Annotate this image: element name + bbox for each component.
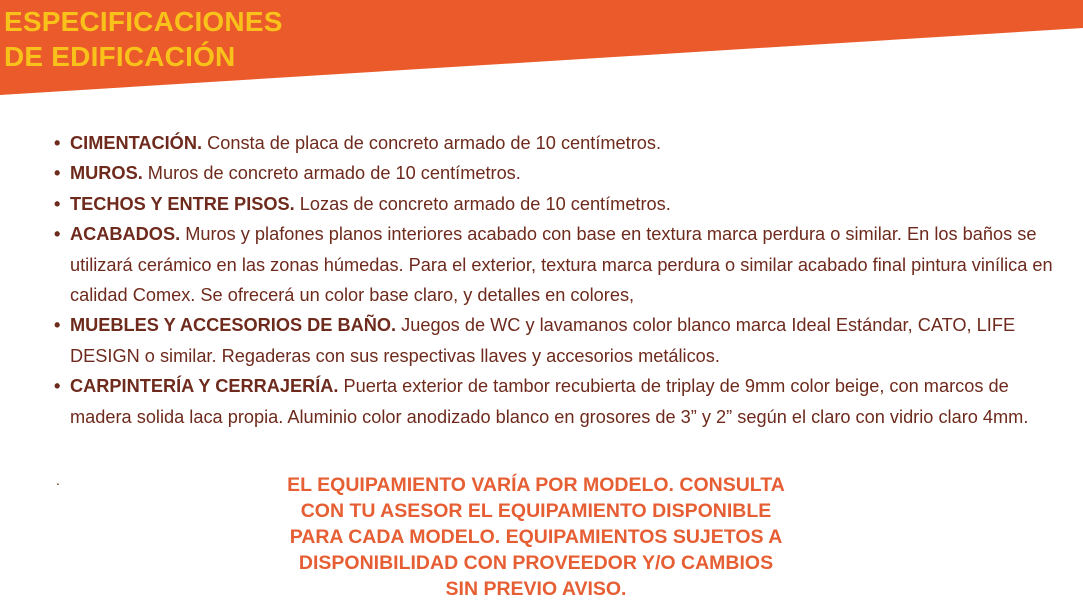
spec-item-carpinteria: [54, 371, 1054, 432]
bullet-icon: •: [54, 133, 61, 153]
spec-text: Consta de placa de concreto armado de 10 centímetros.: [202, 133, 662, 153]
bullet-icon: •: [54, 163, 61, 184]
spec-item-cimentacion: [54, 128, 1054, 158]
spec-item-muros: [54, 158, 1054, 188]
stray-dot: .: [56, 472, 60, 488]
spec-label: TECHOS Y ENTRE PISOS.: [70, 193, 295, 214]
bullet-icon: •: [54, 376, 61, 397]
spec-text: Muros y plafones planos interiores acabado con base en textura marca perdura o similar. En los baños se utilizará cerámico en las zonas húmedas. Para el exterior, textura marca perdura o similar acabado final pintura vinílica en calidad Comex. Se ofrecerá un color base claro, y detalles en colores,: [70, 224, 1053, 306]
spec-text: Puerta exterior de tambor recubierta de triplay de 9mm color beige, con marcos de madera solida laca propia. Aluminio color anodizado blanco en grosores de 3” y 2” según el claro con vidrio claro 4mm.: [70, 376, 1029, 427]
notice-line: EL EQUIPAMIENTO VARÍA POR MODELO. CONSULTA: [287, 474, 785, 496]
equipment-notice: [236, 472, 836, 602]
header-banner: [0, 0, 1083, 100]
spec-item-muebles-bano: [54, 310, 1054, 371]
spec-text: Juegos de WC y lavamanos color blanco marca Ideal Estándar, CATO, LIFE DESIGN o similar. Regaderas con sus respectivas llaves y accesorios metálicos.: [70, 315, 1016, 366]
spec-text: Lozas de concreto armado de 10 centímetros.: [294, 193, 671, 214]
notice-line: SIN PREVIO AVISO.: [445, 578, 627, 600]
page-title: [4, 4, 283, 74]
spec-label: MUROS.: [70, 163, 143, 184]
spec-item-techos: [54, 189, 1054, 219]
spec-label: ACABADOS.: [70, 224, 181, 245]
spec-label: CIMENTACIÓN.: [70, 133, 203, 153]
notice-line: DISPONIBILIDAD CON PROVEEDOR Y/O CAMBIOS: [298, 552, 774, 574]
bullet-icon: •: [54, 193, 61, 214]
spec-label: MUEBLES Y ACCESORIOS DE BAÑO.: [70, 315, 397, 336]
page-title-line-2: DE EDIFICACIÓN: [4, 41, 236, 72]
spec-item-acabados: [54, 219, 1054, 310]
notice-line: PARA CADA MODELO. EQUIPAMIENTOS SUJETOS A: [289, 526, 783, 548]
notice-line: CON TU ASESOR EL EQUIPAMIENTO DISPONIBLE: [300, 500, 772, 522]
spec-label: CARPINTERÍA Y CERRAJERÍA.: [70, 376, 339, 397]
bullet-icon: •: [54, 224, 61, 245]
specifications-list: [54, 128, 1054, 432]
spec-text: Muros de concreto armado de 10 centímetros.: [142, 163, 521, 184]
bullet-icon: •: [54, 315, 61, 336]
page-title-line-1: ESPECIFICACIONES: [4, 6, 283, 37]
